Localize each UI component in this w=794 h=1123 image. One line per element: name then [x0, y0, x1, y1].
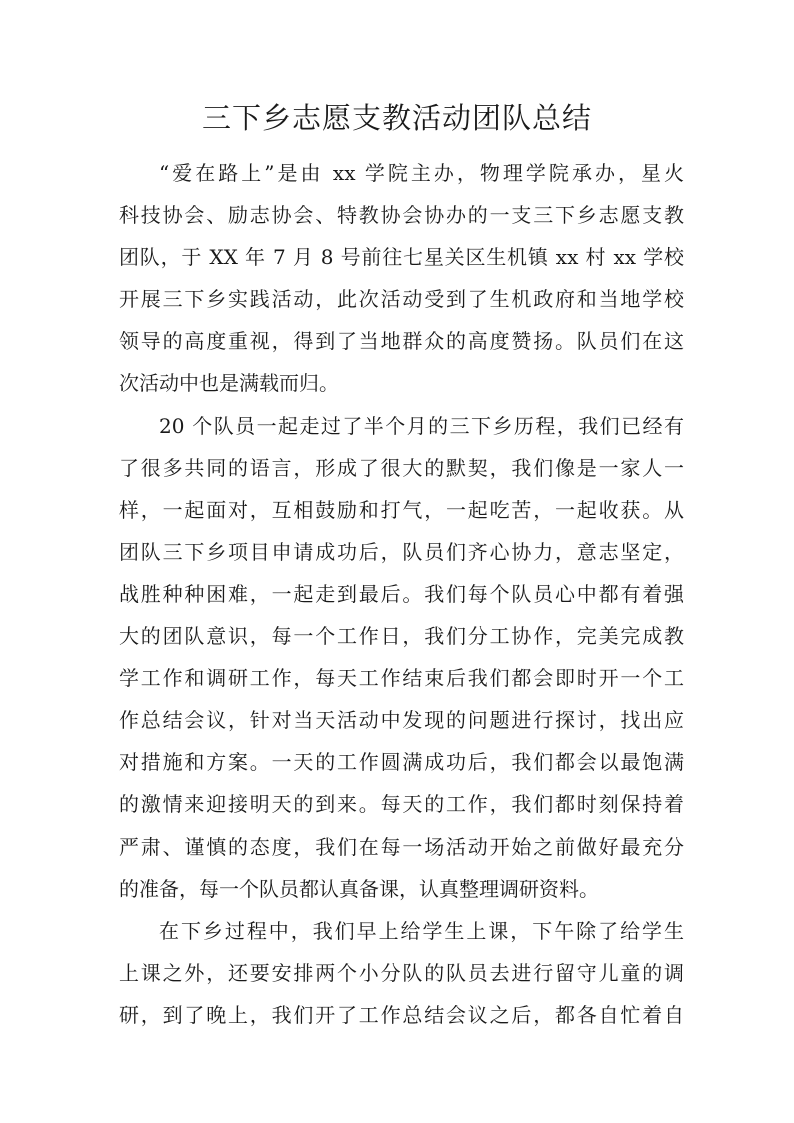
text-line: 研，到了晚上，我们开了工作总结会议之后，都各自忙着自: [119, 1002, 684, 1027]
paragraph-2: [119, 405, 684, 910]
text-line: 的激情来迎接明天的到来。每天的工作，我们都时刻保持着: [119, 792, 684, 817]
text-line: 作总结会议，针对当天活动中发现的问题进行探讨，找出应: [119, 708, 684, 733]
paragraph-3: [119, 910, 684, 1036]
document-title: 三下乡志愿支教活动团队总结: [201, 101, 592, 135]
text-line: 团队三下乡项目申请成功后，队员们齐心协力，意志坚定，: [119, 539, 684, 564]
text-line: 开展三下乡实践活动，此次活动受到了生机政府和当地学校: [119, 287, 684, 312]
text-line: 样，一起面对，互相鼓励和打气，一起吃苦，一起收获。从: [119, 497, 684, 522]
text-line: 对措施和方案。一天的工作圆满成功后，我们都会以最饱满: [119, 750, 684, 775]
text-line: “爱在路上”是由 xx 学院主办，物理学院承办，星火: [159, 161, 684, 185]
text-line: 上课之外，还要安排两个小分队的队员去进行留守儿童的调: [119, 960, 684, 985]
text-line: 的准备，每一个队员都认真备课，认真整理调研资料。: [119, 876, 599, 901]
text-line: 在下乡过程中，我们早上给学生上课，下午除了给学生: [159, 918, 684, 943]
paragraph-1: [119, 152, 684, 405]
text-line: 科技协会、励志协会、特教协会协办的一支三下乡志愿支教: [119, 203, 684, 228]
text-line: 大的团队意识，每一个工作日，我们分工协作，完美完成教: [119, 624, 684, 649]
text-line: 了很多共同的语言，形成了很大的默契，我们像是一家人一: [119, 455, 684, 480]
text-line: 学工作和调研工作，每天工作结束后我们都会即时开一个工: [119, 666, 684, 691]
text-line: 次活动中也是满载而归。: [119, 371, 339, 396]
text-line: 20 个队员一起走过了半个月的三下乡历程，我们已经有: [159, 413, 684, 438]
text-line: 严肃、谨慎的态度，我们在每一场活动开始之前做好最充分: [119, 834, 684, 859]
text-line: 团队，于 XX 年 7 月 8 号前往七星关区生机镇 xx 村 xx 学校: [119, 245, 684, 270]
text-line: 领导的高度重视，得到了当地群众的高度赞扬。队员们在这: [119, 329, 684, 354]
text-line: 战胜种种困难，一起走到最后。我们每个队员心中都有着强: [119, 581, 684, 606]
document-body: [119, 152, 684, 1036]
